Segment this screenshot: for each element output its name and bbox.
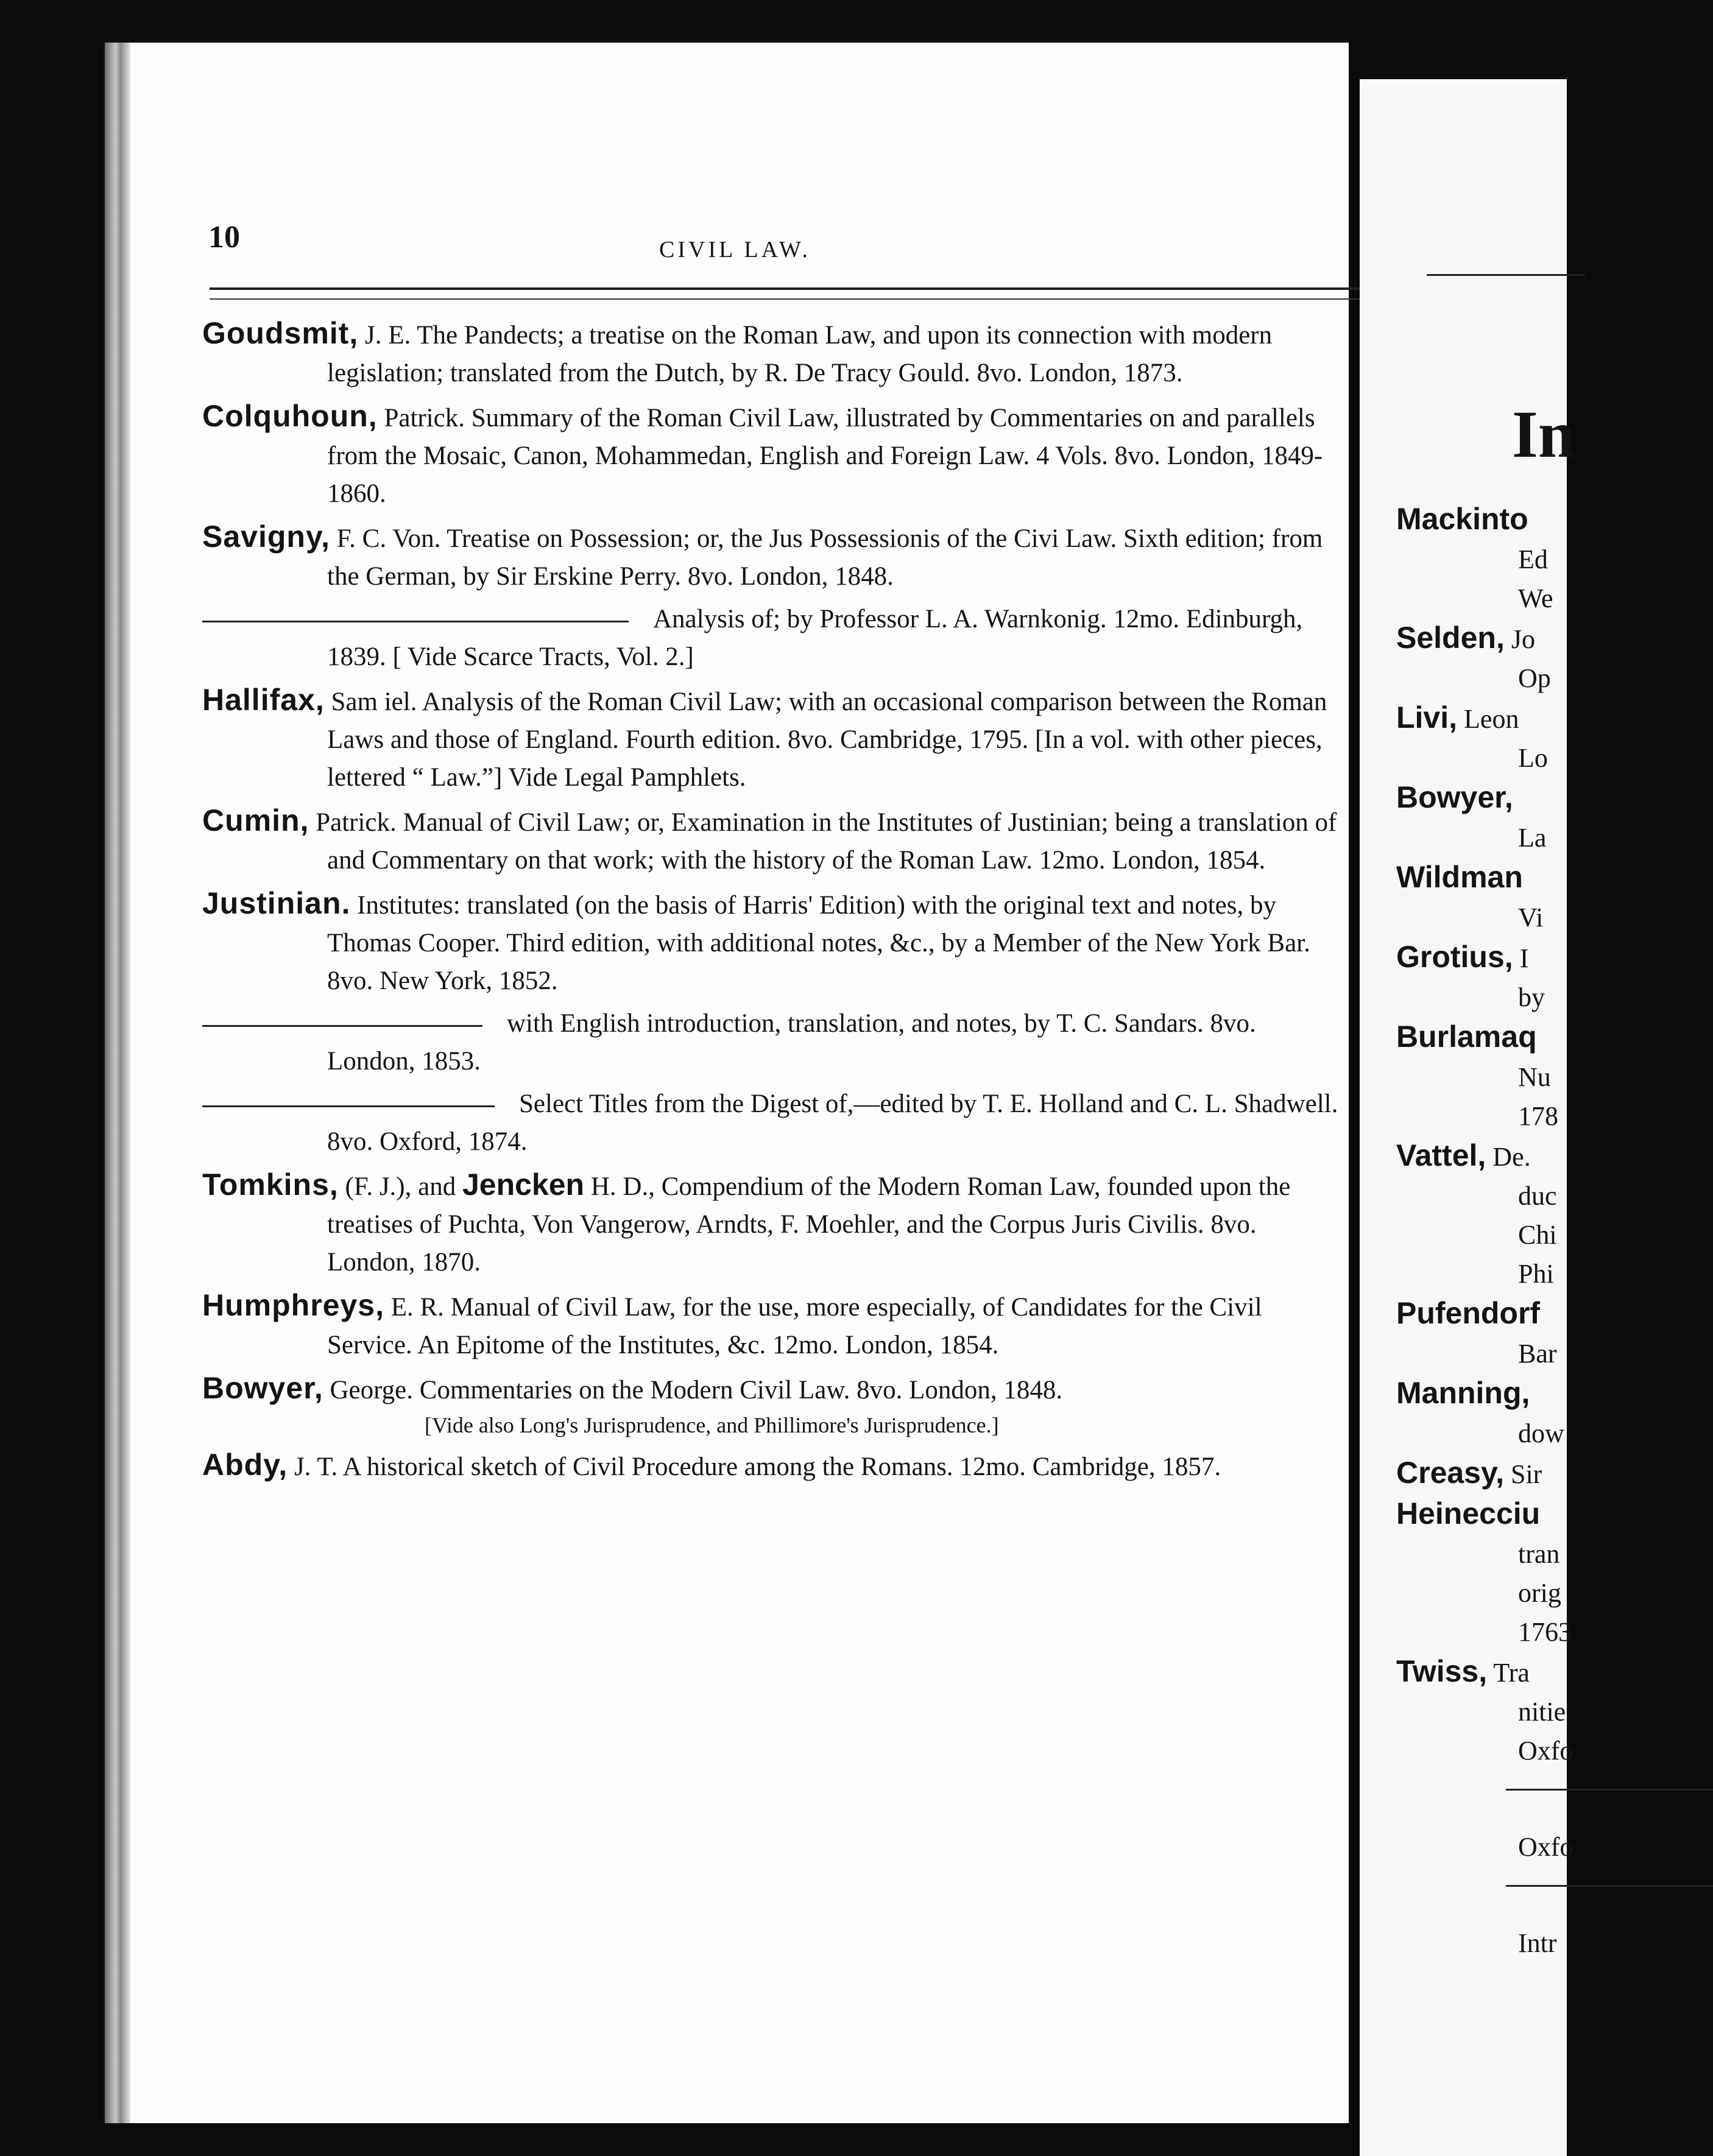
right-page-line bbox=[1396, 1494, 1579, 1535]
running-title: CIVIL LAW. bbox=[659, 237, 811, 262]
right-page-line bbox=[1396, 978, 1579, 1017]
entry-note: [Vide also Long's Jurisprudence, and Phillimore's Jurisprudence.] bbox=[425, 1413, 999, 1437]
right-page-line bbox=[1396, 1058, 1579, 1097]
entry-text: Lo bbox=[1518, 743, 1548, 773]
entry-text: by bbox=[1518, 982, 1545, 1012]
entry-text: Leon bbox=[1457, 704, 1519, 734]
right-page-line bbox=[1396, 1453, 1579, 1494]
entry-text: with English introduction, translation, and notes, by T. C. Sandars. 8vo. London, 1853. bbox=[327, 1009, 1256, 1076]
right-page-line bbox=[1396, 1136, 1579, 1177]
right-page-line bbox=[1396, 1693, 1579, 1731]
right-page-line bbox=[1396, 579, 1579, 618]
entry-author: Selden, bbox=[1396, 621, 1505, 655]
entry-savigny bbox=[202, 518, 1347, 596]
entry-text: Patrick. Manual of Civil Law; or, Examination in the Institutes of Justinian; being a translation of and Commentary on that work; with the history of the Roman Law. 12mo. London, 1854. bbox=[309, 808, 1337, 875]
entry-text: Chi bbox=[1518, 1220, 1557, 1250]
entry-text: orig bbox=[1518, 1578, 1561, 1608]
entry-author: Justinian. bbox=[202, 886, 351, 920]
entry-author: Twiss, bbox=[1396, 1654, 1488, 1688]
ditto-rule bbox=[202, 1025, 482, 1027]
entry-author: Bowyer, bbox=[202, 1371, 323, 1405]
entry-text: Select Titles from the Digest of,—edited by T. E. Holland and C. L. Shadwell. 8vo. Oxford, 1874. bbox=[327, 1090, 1338, 1156]
right-page-line bbox=[1396, 1789, 1579, 1828]
entry-author: Bowyer, bbox=[1396, 780, 1513, 814]
entry-text: dow bbox=[1518, 1418, 1564, 1448]
entry-text: (F. J.), and bbox=[338, 1172, 462, 1201]
left-page bbox=[105, 43, 1349, 2123]
right-page-line bbox=[1396, 739, 1579, 778]
entry-text: E. R. Manual of Civil Law, for the use, more especially, of Candidates for the Civil Service. An Epitome of the Institutes, &c. 12mo. London, 1854. bbox=[327, 1293, 1262, 1359]
right-page-line bbox=[1396, 898, 1579, 937]
right-page-title: In bbox=[1512, 397, 1575, 471]
page-number: 10 bbox=[208, 220, 240, 255]
entry-text: J. T. A historical sketch of Civil Procedure among the Romans. 12mo. Cambridge, 1857. bbox=[288, 1453, 1221, 1481]
right-page-line bbox=[1396, 1828, 1579, 1867]
entry-text: Nu bbox=[1518, 1062, 1551, 1092]
entry-text: tran bbox=[1518, 1539, 1560, 1569]
entry-text: J. E. The Pandects; a treatise on the Roman Law, and upon its connection with modern legislation; translated from the Dutch, by R. De Tracy Gould. 8vo. London, 1873. bbox=[327, 321, 1273, 387]
entry-coauthor: Jencken bbox=[462, 1168, 585, 1202]
entry-text: H. D., Compendium of the Modern Roman Law, founded upon the treatises of Puchta, Von Vangerow, Arndts, F. Moehler, and the Corpus Juris Civilis. 8vo. London, 1870. bbox=[327, 1172, 1291, 1277]
right-page-line bbox=[1396, 1294, 1579, 1334]
right-page-line bbox=[1396, 1017, 1579, 1058]
entry-text: Tra bbox=[1487, 1658, 1530, 1688]
entry-author: Humphreys, bbox=[202, 1288, 384, 1322]
entry-tomkins bbox=[202, 1166, 1347, 1281]
entry-author: Creasy, bbox=[1396, 1456, 1504, 1490]
right-page-line bbox=[1396, 1334, 1579, 1373]
entry-text: We bbox=[1518, 583, 1553, 613]
entry-author: Grotius, bbox=[1396, 940, 1513, 974]
entry-text: Jo bbox=[1504, 624, 1535, 654]
entry-text: Bar bbox=[1518, 1339, 1557, 1369]
entry-author: Vattel, bbox=[1396, 1138, 1486, 1172]
entry-author: Wildman bbox=[1396, 860, 1523, 894]
entry-text: duc bbox=[1518, 1181, 1557, 1211]
right-page-line bbox=[1396, 698, 1579, 739]
right-page-line bbox=[1396, 1255, 1579, 1294]
entry-text: Institutes: translated (on the basis of Harris' Edition) with the original text and notes, by Thomas Cooper. Third edition, with additional notes, &c., by a Member of the New York Bar. 8vo. New York, 1852. bbox=[327, 891, 1310, 995]
entry-author: Goudsmit, bbox=[202, 316, 359, 350]
right-page-line bbox=[1396, 819, 1579, 858]
right-page bbox=[1360, 79, 1575, 2156]
right-page-line bbox=[1396, 1414, 1579, 1453]
entry-text: 178 bbox=[1518, 1101, 1558, 1131]
entry-text: nitie bbox=[1518, 1697, 1566, 1727]
entry-author: Savigny, bbox=[202, 520, 330, 554]
right-page-line bbox=[1396, 1652, 1579, 1693]
entry-justinian-digest bbox=[202, 1085, 1347, 1161]
entry-text: Intr bbox=[1518, 1928, 1557, 1958]
header-rule-thin bbox=[210, 298, 1361, 300]
entry-text: F. C. Von. Treatise on Possession; or, the Jus Possessionis of the Civi Law. Sixth edition; from the German, by Sir Erskine Perry. 8vo. London, 1848. bbox=[327, 524, 1323, 591]
right-page-line bbox=[1396, 858, 1579, 898]
right-page-line bbox=[1396, 1535, 1579, 1574]
entry-savigny-analysis bbox=[202, 601, 1347, 676]
entry-author: Livi, bbox=[1396, 700, 1458, 735]
entry-text: George. Commentaries on the Modern Civil Law. 8vo. London, 1848. bbox=[323, 1376, 1063, 1404]
entry-text: Sir bbox=[1503, 1459, 1542, 1489]
entry-text: Oxfo bbox=[1518, 1832, 1573, 1862]
entry-text: Oxfo bbox=[1518, 1736, 1573, 1766]
book-gutter bbox=[105, 43, 130, 2123]
bibliography-entries bbox=[202, 314, 1347, 1491]
right-page-line bbox=[1396, 1097, 1579, 1136]
entry-bowyer bbox=[202, 1369, 1347, 1441]
entry-text: De. bbox=[1486, 1142, 1531, 1172]
right-page-line bbox=[1396, 659, 1579, 698]
right-page-line bbox=[1396, 540, 1579, 579]
right-page-line bbox=[1396, 1574, 1579, 1613]
right-page-line bbox=[1396, 1924, 1579, 1963]
ditto-rule bbox=[202, 621, 629, 622]
entry-justinian-sandars bbox=[202, 1005, 1347, 1080]
entry-text: Analysis of; by Professor L. A. Warnkonig. 12mo. Edinburgh, 1839. [ Vide Scarce Tracts, Vol. 2.] bbox=[327, 605, 1303, 671]
entry-text: Vi bbox=[1518, 903, 1544, 932]
entry-author: Tomkins, bbox=[202, 1168, 339, 1202]
entry-justinian bbox=[202, 884, 1347, 1000]
entry-text: Ed bbox=[1518, 544, 1548, 574]
right-page-line bbox=[1396, 1731, 1579, 1770]
entry-text: Sam iel. Analysis of the Roman Civil Law; with an occasional comparison between the Roman Laws and those of England. Fourth edition. 8vo. Cambridge, 1795. [In a vol. with other pieces, lettered “ Law.”] Vide Legal Pamphlets. bbox=[324, 688, 1327, 792]
entry-author: Cumin, bbox=[202, 803, 309, 837]
right-page-entries bbox=[1396, 499, 1579, 1963]
section-rule bbox=[1506, 1885, 1713, 1887]
entry-abdy bbox=[202, 1446, 1347, 1486]
entry-text: I bbox=[1513, 943, 1529, 973]
right-page-line bbox=[1396, 1216, 1579, 1255]
entry-author: Abdy, bbox=[202, 1448, 288, 1482]
entry-hallifax bbox=[202, 681, 1347, 797]
entry-goudsmit bbox=[202, 314, 1347, 392]
entry-author: Hallifax, bbox=[202, 683, 325, 717]
entry-author: Colquhoun, bbox=[202, 399, 378, 433]
entry-text: Op bbox=[1518, 663, 1551, 693]
entry-author: Heinecciu bbox=[1396, 1496, 1541, 1531]
right-page-line bbox=[1396, 618, 1579, 659]
entry-text: 1763 bbox=[1518, 1617, 1572, 1647]
right-page-line bbox=[1396, 1613, 1579, 1652]
entry-cumin bbox=[202, 801, 1347, 879]
right-page-line bbox=[1396, 1885, 1579, 1924]
right-page-line bbox=[1396, 1177, 1579, 1216]
right-page-line bbox=[1396, 778, 1579, 819]
entry-text: Patrick. Summary of the Roman Civil Law, illustrated by Commentaries on and parallels from the Mosaic, Canon, Mohammedan, English and Foreign Law. 4 Vols. 8vo. London, 1849-1860. bbox=[327, 404, 1323, 508]
entry-author: Manning, bbox=[1396, 1376, 1530, 1410]
entry-text: La bbox=[1518, 823, 1547, 853]
header-rule bbox=[210, 287, 1361, 290]
section-rule bbox=[1506, 1789, 1713, 1791]
entry-author: Burlamaq bbox=[1396, 1020, 1537, 1054]
entry-colquhoun bbox=[202, 397, 1347, 513]
right-page-line bbox=[1396, 1373, 1579, 1414]
right-page-line bbox=[1396, 499, 1579, 540]
entry-author: Mackinto bbox=[1396, 502, 1528, 536]
ditto-rule bbox=[202, 1105, 495, 1107]
entry-text: Phi bbox=[1518, 1259, 1554, 1289]
right-header-rule bbox=[1427, 274, 1585, 276]
entry-humphreys bbox=[202, 1286, 1347, 1364]
entry-author: Pufendorf bbox=[1396, 1296, 1541, 1330]
right-page-line bbox=[1396, 937, 1579, 978]
